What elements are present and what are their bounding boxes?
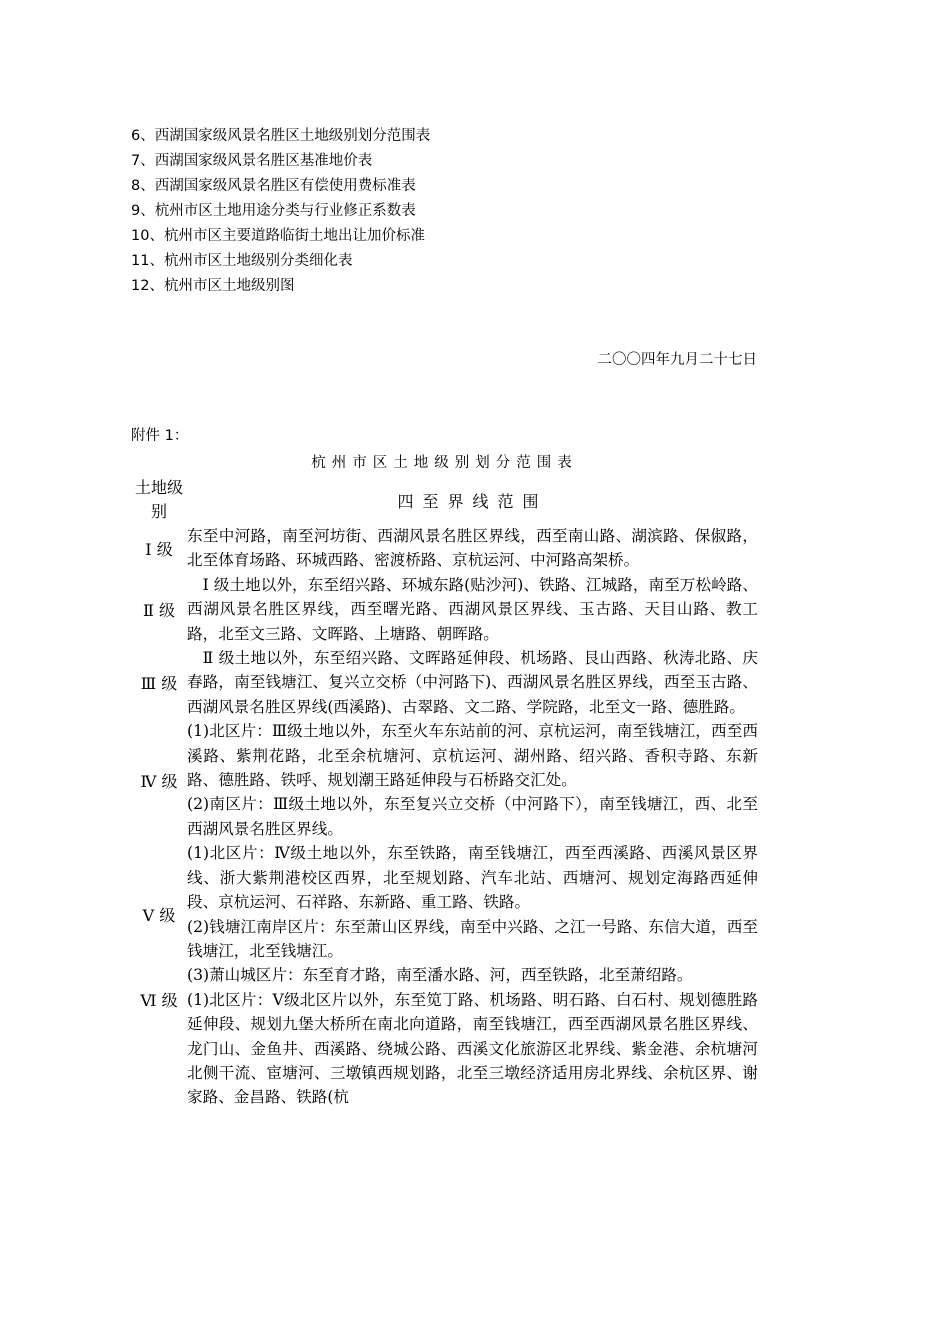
table-title: 杭州市区土地级别划分范围表 [311,455,578,471]
scope-cell [187,988,758,1110]
scope-text: (1)北区片：Ⅴ级北区片以外，东至笕丁路、机场路、明石路、白石村、规划德胜路延伸段、规划九堡大桥所在南北向道路，南至钱塘江，西至西湖风景名胜区界线、龙门山、金鱼井、西溪路、绕城公路、西溪文化旅游区北界线、紫金港、余杭塘河北侧干流、宦塘河、三墩镇西规划路，北至三墩经济适用房北界线、余杭区界、谢家路、金昌路、铁路(杭 [187,990,758,1107]
table-header-row [131,476,758,524]
grade-label: Ⅲ 级 [140,674,178,694]
scope-text: 东至中河路，南至河坊街、西湖风景名胜区界线，西至南山路、湖滨路、保俶路，北至体育场路、环城西路、密渡桥路、京杭运河、中河路高架桥。 [187,527,758,570]
list-item: 9、杭州市区土地用途分类与行业修正系数表 [131,203,416,219]
attachment-list [131,124,430,299]
attachment-label: 附件 1： [131,428,189,444]
scope-text: (3)萧山城区片：东至育才路，南至潘水路、河，西至铁路，北至萧绍路。 [187,966,693,985]
scope-cell [187,646,758,719]
scope-cell [187,841,758,987]
header-grade: 土地级别 [134,478,183,521]
table-row [131,988,758,1110]
table-row [131,719,758,841]
table-row [131,524,758,573]
table-row [131,841,758,987]
grade-label: Ⅰ 级 [145,539,173,559]
grade-label: Ⅴ 级 [142,906,176,925]
scope-text: (2)钱塘江南岸区片：东至萧山区界线，南至中兴路、之江一号路、东信大道，西至钱塘江，北至钱塘江。 [187,917,758,960]
scope-text: (2)南区片：Ⅲ级土地以外，东至复兴立交桥（中河路下），南至钱塘江，西、北至西湖风景名胜区界线。 [187,795,758,838]
scope-text: (1)北区片：Ⅲ级土地以外，东至火车东站前的河、京杭运河，南至钱塘江，西至西溪路、紫荆花路，北至余杭塘河、京杭运河、湖州路、绍兴路、香积寺路、东新路、德胜路、铁呼、规划潮王路延伸段与石桥路交汇处。 [187,722,758,790]
list-item: 12、杭州市区土地级别图 [131,278,295,294]
grade-label: Ⅱ 级 [143,600,175,620]
list-item: 10、杭州市区主要道路临街土地出让加价标准 [131,228,425,244]
scope-text: Ⅱ 级土地以外，东至绍兴路、文晖路延伸段、机场路、艮山西路、秋涛北路、庆春路，南至钱塘江、复兴立交桥（中河路下)、西湖风景名胜区界线，西至玉古路、西湖风景名胜区界线(西溪路)、古翠路、文二路、学院路，北至文一路、德胜路。 [187,649,758,716]
list-item: 8、西湖国家级风景名胜区有偿使用费标准表 [131,178,416,194]
table-row [131,646,758,719]
scope-cell [187,524,758,573]
scope-text: Ⅰ 级土地以外，东至绍兴路、环城东路(贴沙河)、铁路、江城路，南至万松岭路、西湖风景名胜区界线，西至曙光路、西湖风景区界线、玉古路、天目山路、教工路，北至文三路、文晖路、上塘路、朝晖路。 [187,575,758,643]
list-item: 11、杭州市区土地级别分类细化表 [131,253,353,269]
list-item: 7、西湖国家级风景名胜区基准地价表 [131,153,373,169]
list-item: 6、西湖国家级风景名胜区土地级别划分范围表 [131,128,431,144]
scope-text: (1)北区片：Ⅳ级土地以外，东至铁路，南至钱塘江，西至西溪路、西溪风景区界线、浙大紫荆港校区西界，北至规划路、汽车北站、西塘河、规划定海路西延伸段、京杭运河、石祥路、东新路、重工路、铁路。 [187,844,758,912]
grade-label: Ⅳ 级 [140,771,178,791]
scope-cell [187,573,758,646]
document-date: 二〇〇四年九月二十七日 [597,352,757,368]
table-row [131,573,758,646]
header-scope: 四至界线范围 [397,491,548,511]
grade-label: Ⅵ 级 [140,990,178,1010]
scope-cell [187,719,758,841]
land-grade-table [131,476,758,1110]
